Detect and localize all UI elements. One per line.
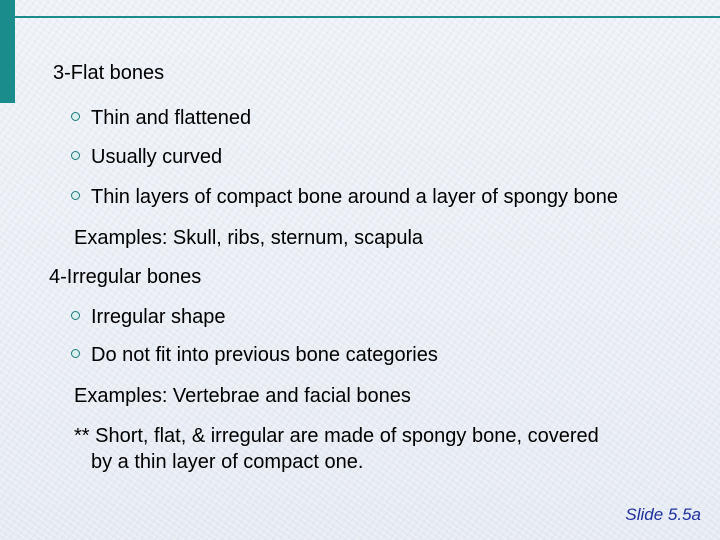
summary-note-line-2: by a thin layer of compact one.	[91, 451, 364, 473]
examples-flat-bones: Examples: Skull, ribs, sternum, scapula	[74, 227, 424, 249]
bullet-icon	[71, 311, 80, 320]
bullet-item	[71, 145, 222, 169]
bullet-item	[71, 106, 251, 130]
bullet-item	[71, 343, 438, 367]
bullet-icon	[71, 112, 80, 121]
bullet-icon	[71, 191, 80, 200]
bullet-text: Thin and flattened	[91, 107, 252, 129]
bullet-text: Irregular shape	[91, 306, 226, 328]
examples-irregular-bones: Examples: Vertebrae and facial bones	[74, 385, 411, 407]
summary-note	[74, 423, 694, 475]
bullet-item	[71, 305, 226, 329]
section-heading-irregular-bones: 4-Irregular bones	[49, 266, 202, 288]
bullet-text: Do not fit into previous bone categories	[91, 344, 438, 366]
summary-note-line-1: ** Short, flat, & irregular are made of spongy bone, covered	[74, 425, 599, 447]
bullet-icon	[71, 349, 80, 358]
bullet-text: Usually curved	[91, 146, 223, 168]
section-heading-flat-bones: 3-Flat bones	[53, 62, 165, 84]
bullet-item	[71, 185, 618, 209]
bullet-icon	[71, 151, 80, 160]
bullet-text: Thin layers of compact bone around a layer of spongy bone	[91, 186, 618, 208]
slide-number: Slide 5.5a	[625, 505, 701, 524]
